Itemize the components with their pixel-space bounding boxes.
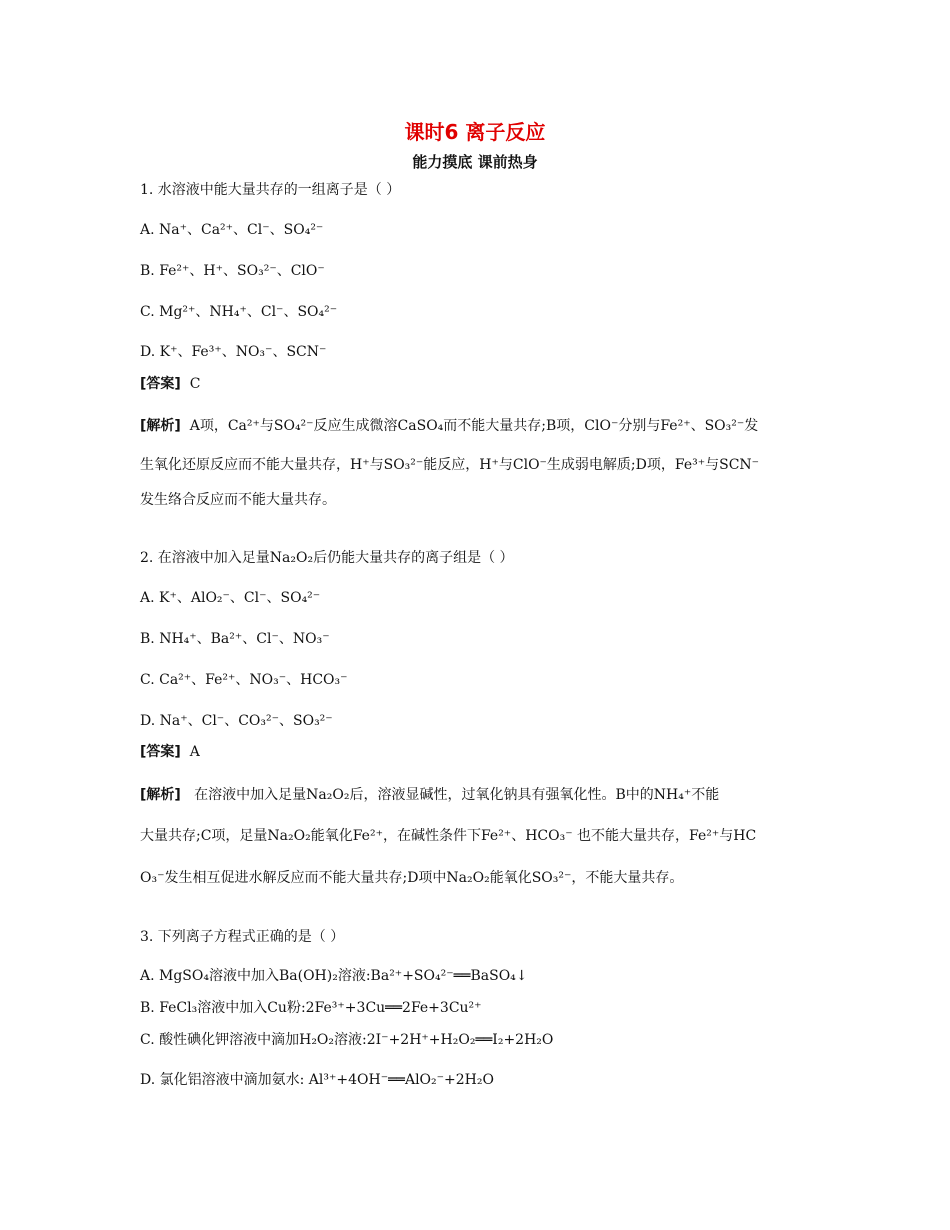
answer-value: C [189, 376, 201, 392]
question-3-option-b: B. FeCl₃溶液中加入Cu粉:2Fe³⁺+3Cu══2Fe+3Cu²⁺ [140, 1000, 482, 1016]
answer-value: A [189, 744, 200, 760]
analysis-label: [解析] [140, 787, 181, 803]
analysis-text: A项，Ca²⁺与SO₄²⁻反应生成微溶CaSO₄而不能大量共存;B项，ClO⁻分别与Fe²⁺、SO₃²⁻发 [189, 418, 759, 434]
question-3-stem: 3. 下列离子方程式正确的是（ ） [140, 929, 345, 945]
analysis-label: [解析] [140, 418, 181, 434]
question-2-option-a: A. K⁺、AlO₂⁻、Cl⁻、SO₄²⁻ [140, 590, 321, 606]
question-1-analysis-line-3: 发生络合反应而不能大量共存。 [140, 492, 336, 508]
question-1-analysis-line-2: 生氧化还原反应而不能大量共存，H⁺与SO₃²⁻能反应，H⁺与ClO⁻生成弱电解质;D项，Fe³⁺与SCN⁻ [140, 457, 760, 473]
question-1-option-b: B. Fe²⁺、H⁺、SO₃²⁻、ClO⁻ [140, 263, 325, 279]
question-1-option-c: C. Mg²⁺、NH₄⁺、Cl⁻、SO₄²⁻ [140, 304, 338, 320]
question-1-option-a: A. Na⁺、Ca²⁺、Cl⁻、SO₄²⁻ [140, 222, 324, 238]
question-3-option-a: A. MgSO₄溶液中加入Ba(OH)₂溶液:Ba²⁺+SO₄²⁻══BaSO₄↓ [140, 968, 528, 984]
question-1-analysis-line-1 [140, 416, 758, 436]
question-2-analysis-line-3: O₃⁻发生相互促进水解反应而不能大量共存;D项中Na₂O₂能氧化SO₃²⁻，不能大量共存。 [140, 870, 684, 886]
answer-label: [答案] [140, 744, 181, 760]
question-2-analysis-line-1 [140, 785, 719, 805]
question-2-option-d: D. Na⁺、Cl⁻、CO₃²⁻、SO₃²⁻ [140, 713, 333, 729]
question-1-answer [140, 374, 200, 394]
question-1-stem: 1. 水溶液中能大量共存的一组离子是（ ） [140, 182, 401, 198]
question-3-option-d: D. 氯化铝溶液中滴加氨水: Al³⁺+4OH⁻══AlO₂⁻+2H₂O [140, 1072, 494, 1088]
section-subtitle: 能力摸底 课前热身 [412, 153, 538, 171]
question-2-answer [140, 742, 200, 762]
page-title: 课时6 离子反应 [404, 120, 546, 144]
question-2-option-c: C. Ca²⁺、Fe²⁺、NO₃⁻、HCO₃⁻ [140, 672, 348, 688]
question-2-option-b: B. NH₄⁺、Ba²⁺、Cl⁻、NO₃⁻ [140, 631, 330, 647]
answer-label: [答案] [140, 376, 181, 392]
question-1-option-d: D. K⁺、Fe³⁺、NO₃⁻、SCN⁻ [140, 344, 327, 360]
question-3-option-c: C. 酸性碘化钾溶液中滴加H₂O₂溶液:2I⁻+2H⁺+H₂O₂══I₂+2H₂O [140, 1032, 554, 1048]
analysis-text: 在溶液中加入足量Na₂O₂后，溶液显碱性，过氧化钠具有强氧化性。B中的NH₄⁺不能 [194, 787, 720, 803]
question-2-analysis-line-2: 大量共存;C项，足量Na₂O₂能氧化Fe²⁺，在碱性条件下Fe²⁺、HCO₃⁻ 也不能大量共存，Fe²⁺与HC [140, 828, 757, 844]
question-2-stem: 2. 在溶液中加入足量Na₂O₂后仍能大量共存的离子组是（ ） [140, 550, 514, 566]
